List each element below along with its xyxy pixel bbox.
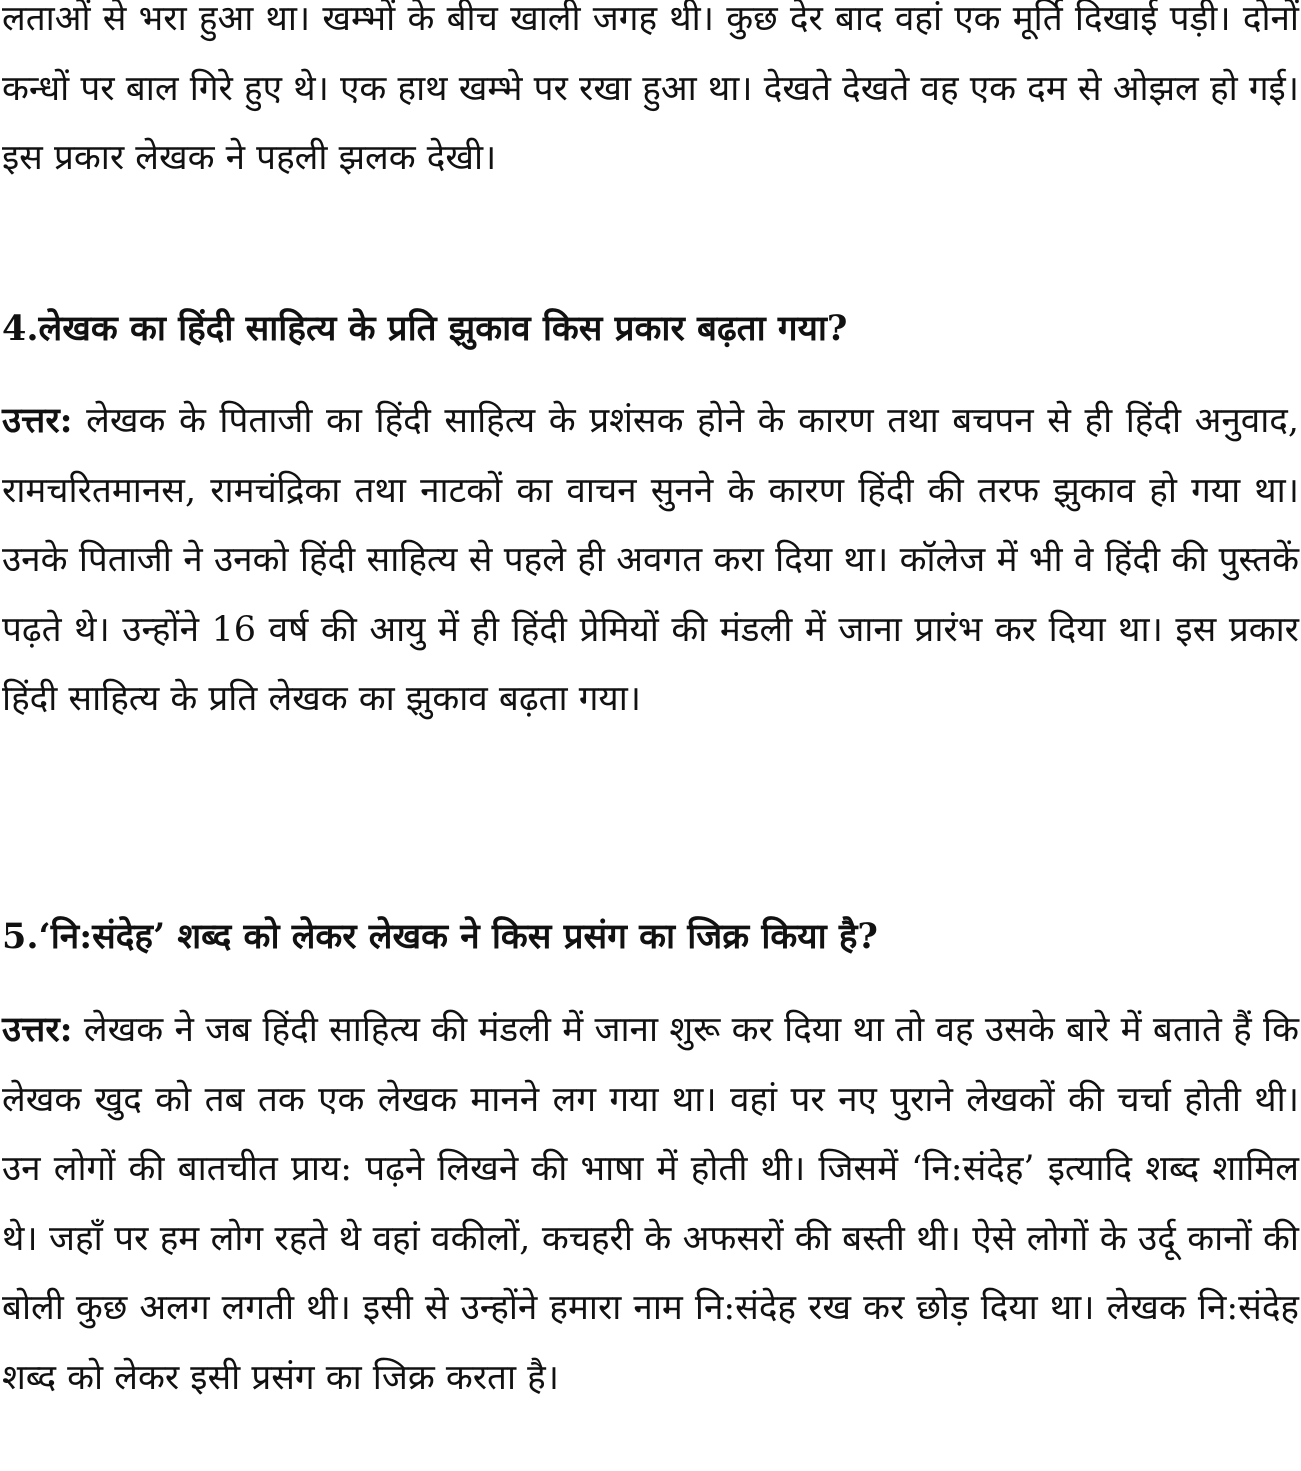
answer-4-label: उत्तर:: [2, 400, 73, 441]
answer-5-paragraph: [2, 995, 1299, 1413]
answer-4-text: लेखक के पिताजी का हिंदी साहित्य के प्रशंसक होने के कारण तथा बचपन से ही हिंदी अनुवाद, रामचरितमानस, रामचंद्रिका तथा नाटकों का वाचन सुनने के कारण हिंदी की तरफ झुकाव हो गया था। उनके पिताजी ने उनको हिंदी साहित्य से पहले ही अवगत करा दिया था। कॉलेज में भी वे हिंदी की पुस्तकें पढ़ते थे। उन्होंने 16 वर्ष की आयु में ही हिंदी प्रेमियों की मंडली में जाना प्रारंभ कर दिया था। इस प्रकार हिंदी साहित्य के प्रति लेखक का झुकाव बढ़ता गया।: [2, 401, 1299, 719]
question-4-heading: 4.लेखक का हिंदी साहित्य के प्रति झुकाव किस प्रकार बढ़ता गया?: [2, 308, 848, 349]
intro-paragraph: लताओं से भरा हुआ था। खम्भों के बीच खाली जगह थी। कुछ देर बाद वहां एक मूर्ति दिखाई पड़ी। दोनों कन्धों पर बाल गिरे हुए थे। एक हाथ खम्भे पर रखा हुआ था। देखते देखते वह एक दम से ओझल हो गई। इस प्रकार लेखक ने पहली झलक देखी।: [2, 0, 1299, 178]
answer-5-text: लेखक ने जब हिंदी साहित्य की मंडली में जाना शुरू कर दिया था तो वह उसके बारे में बताते हैं कि लेखक खुद को तब तक एक लेखक मानने लग गया था। वहां पर नए पुराने लेखकों की चर्चा होती थी। उन लोगों की बातचीत प्राय: पढ़ने लिखने की भाषा में होती थी। जिसमें ‘नि:संदेह’ इत्यादि शब्द शामिल थे। जहाँ पर हम लोग रहते थे वहां वकीलों, कचहरी के अफसरों की बस्ती थी। ऐसे लोगों के उर्दू कानों की बोली कुछ अलग लगती थी। इसी से उन्होंने हमारा नाम नि:संदेह रख कर छोड़ दिया था। लेखक नि:संदेह शब्द को लेकर इसी प्रसंग का जिक्र करता है।: [2, 1010, 1299, 1398]
answer-4-paragraph: [2, 386, 1299, 735]
question-5-heading: 5.‘नि:संदेह’ शब्द को लेकर लेखक ने किस प्रसंग का जिक्र किया है?: [2, 916, 878, 957]
answer-5-label: उत्तर:: [2, 1009, 73, 1050]
